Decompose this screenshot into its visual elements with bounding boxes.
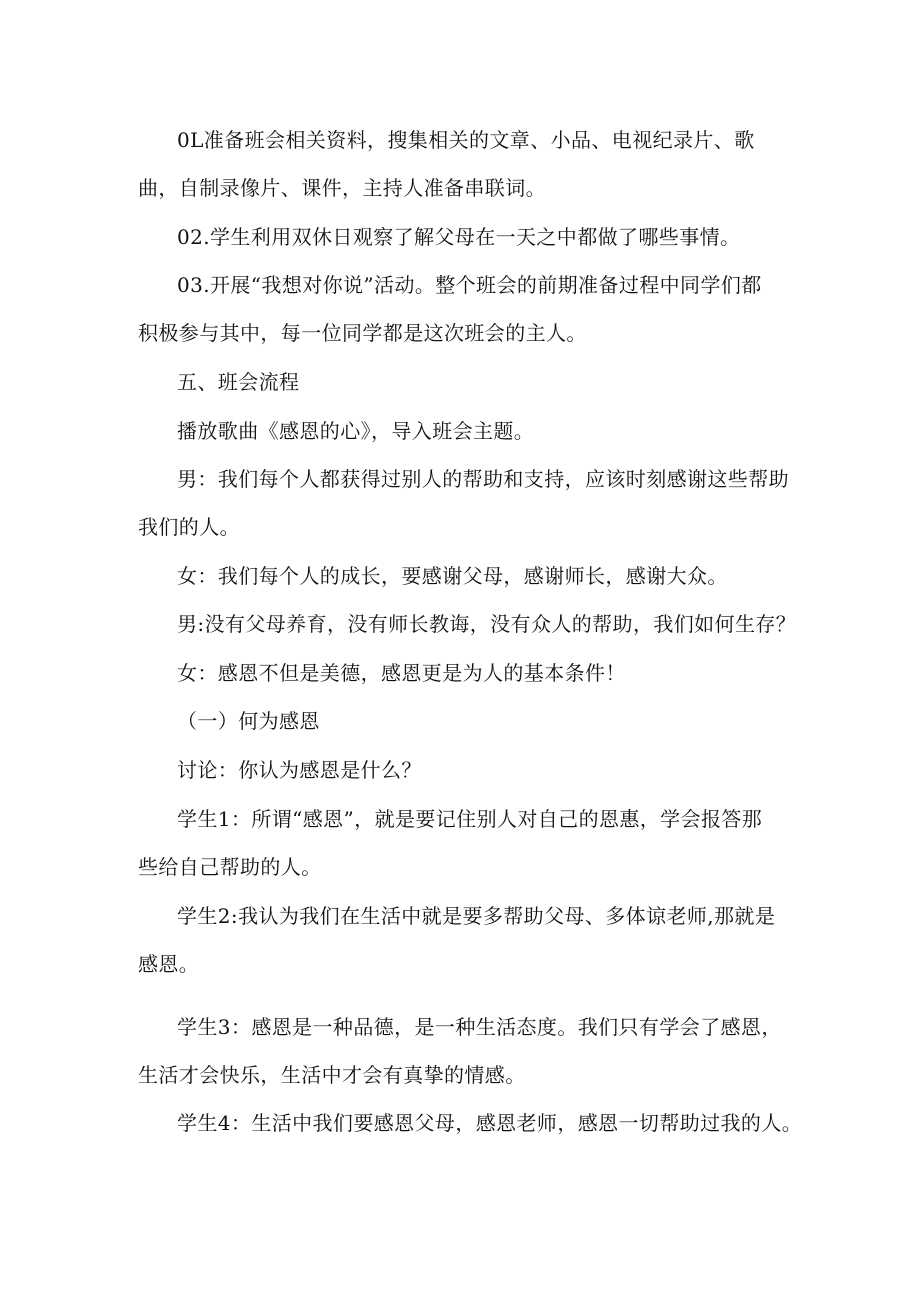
dialogue-female-2: 女：感恩不但是美德，感恩更是为人的基本条件！ [177,661,626,685]
student-4-line-1: 学生4：生活中我们要感恩父母，感恩老师，感恩一切帮助过我的人。 [177,1111,803,1135]
dialogue-male-2: 男:没有父母养育，没有师长教诲，没有众人的帮助，我们如何生存？ [177,612,797,636]
discussion-question: 讨论：你认为感恩是什么？ [177,758,422,782]
prep-item-1-line-2: 曲，自制录像片、课件，主持人准备串联词。 [138,176,546,200]
prep-item-2: 02.学生利用双休日观察了解父母在一天之中都做了哪些事情。 [177,225,741,249]
student-1-line-2: 些给自己帮助的人。 [138,855,322,879]
dialogue-male-1-line-1: 男：我们每个人都获得过别人的帮助和支持，应该时刻感谢这些帮助 [177,467,789,491]
prep-item-3-line-1: 03.开展“我想对你说”活动。整个班会的前期准备过程中同学们都 [177,273,762,297]
dialogue-male-1-line-2: 我们的人。 [138,515,240,539]
flow-intro-paragraph: 播放歌曲《感恩的心》，导入班会主题。 [177,419,535,443]
student-3-line-2: 生活才会快乐，生活中才会有真挚的情感。 [138,1063,526,1087]
student-2-line-2: 感恩。 [138,952,200,976]
student-3-line-1: 学生3：感恩是一种品德，是一种生活态度。我们只有学会了感恩， [177,1015,782,1039]
section-heading-flow: 五、班会流程 [177,370,300,394]
student-1-line-1: 学生1：所谓“感恩”，就是要记住别人对自己的恩惠，学会报答那 [177,807,763,831]
prep-item-1-line-1: 0L准备班会相关资料，搜集相关的文章、小品、电视纪录片、歌 [177,128,755,152]
dialogue-female-1: 女：我们每个人的成长，要感谢父母，感谢师长，感谢大众。 [177,564,728,588]
subsection-heading: （一）何为感恩 [177,709,320,733]
prep-item-3-line-2: 积极参与其中，每一位同学都是这次班会的主人。 [138,321,587,345]
student-2-line-1: 学生2:我认为我们在生活中就是要多帮助父母、多体谅老师,那就是 [177,904,776,928]
